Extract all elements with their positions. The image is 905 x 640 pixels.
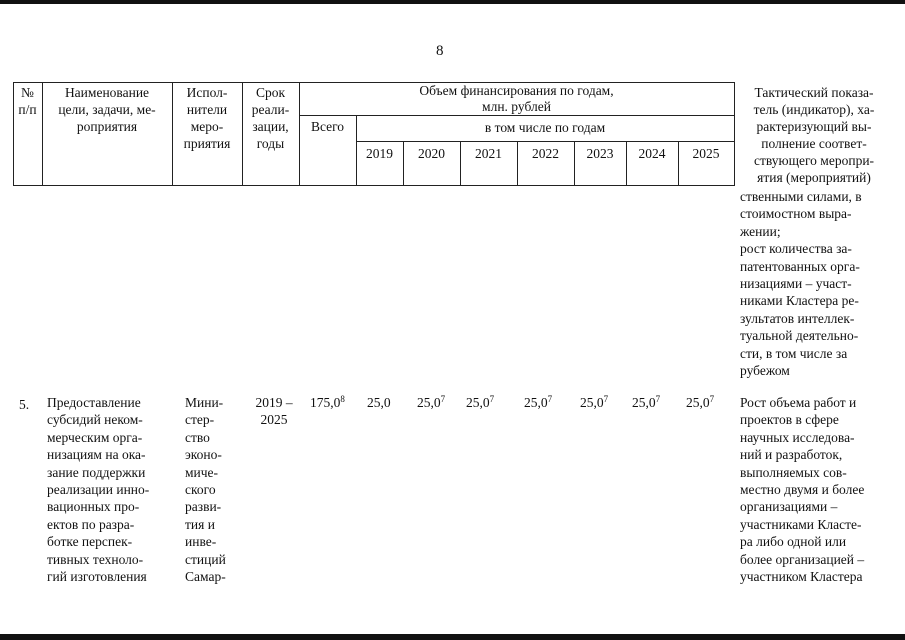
row5-2020-value: 25,0 — [417, 395, 441, 410]
row5-2024-note: 7 — [655, 394, 661, 404]
row5-2025-note: 7 — [709, 394, 715, 404]
row5-2020 — [417, 394, 445, 411]
row5-total-note: 8 — [340, 394, 345, 404]
row5-2019-value: 25,0 — [367, 395, 391, 410]
header-year-2025: 2025 — [692, 146, 720, 161]
row5-2025 — [686, 394, 714, 411]
header-name: Наименование цели, задачи, ме- роприятия — [58, 85, 156, 134]
header-year-2020: 2020 — [418, 146, 445, 161]
bottom-border — [0, 634, 905, 640]
indicator-continuation: ственными силами, в стоимостном выра- жении; рост количества за- патентованных орга- низациями – участ- никами Кластера ре- зультатов интеллек- туальной деятельно- сти, в том числе за рубежом — [740, 189, 862, 379]
row5-2021-value: 25,0 — [466, 395, 490, 410]
header-indicator: Тактический показа- тель (индикатор), ха- рактеризующий вы- полнение соответ- ствующего меропри- ятия (мероприятий) — [753, 85, 875, 185]
row5-indicator: Рост объема работ и проектов в сфере научных исследова- ний и разработок, выполняемых сов- местно двумя и более организациями – участниками Класте- ра либо одной или более организацией – участником Кластера — [740, 395, 865, 585]
page-number: 8 — [436, 43, 444, 59]
header-year-2023: 2023 — [586, 146, 614, 161]
row5-2021-note: 7 — [489, 394, 495, 404]
header-no: № п/п — [18, 85, 37, 117]
row5-total — [310, 394, 345, 411]
row5-2024-value: 25,0 — [632, 395, 656, 410]
row5-2023-note: 7 — [603, 394, 609, 404]
row5-2022 — [524, 394, 552, 411]
row5-2021 — [466, 394, 494, 411]
row5-total-value: 175,0 — [310, 395, 341, 410]
row5-executor: Мини- стер- ство эконо- миче- ского разви- тия и инве- стиций Самар- — [185, 395, 226, 585]
header-year-2021: 2021 — [475, 146, 502, 161]
row5-2025-value: 25,0 — [686, 395, 710, 410]
header-executor: Испол- нители меро- приятия — [183, 85, 231, 151]
top-border — [0, 0, 905, 4]
row5-term: 2019 – 2025 — [255, 395, 293, 428]
col-border-12 — [734, 82, 735, 186]
header-term: Срок реали- зации, годы — [251, 85, 290, 151]
header-year-2024: 2024 — [638, 146, 666, 161]
row5-2024 — [632, 394, 660, 411]
funding-header-line — [299, 115, 734, 116]
row5-name: Предоставление субсидий неком- мерческим орга- низациям на ока- зание поддержки реализации инно- вационных про- ектов по разра- ботке перспек- тивных техноло- гий изготовления — [47, 395, 150, 585]
row5-2023 — [580, 394, 608, 411]
row5-2019 — [367, 394, 391, 411]
header-funding: Объем финансирования по годам, млн. рублей — [419, 83, 614, 114]
header-by-year: в том числе по годам — [484, 120, 606, 135]
header-year-2022: 2022 — [532, 146, 559, 161]
row5-number: 5. — [19, 397, 30, 412]
row5-2020-note: 7 — [440, 394, 446, 404]
header-total: Всего — [310, 119, 345, 134]
row5-2022-value: 25,0 — [524, 395, 548, 410]
row5-2022-note: 7 — [547, 394, 553, 404]
row5-2023-value: 25,0 — [580, 395, 604, 410]
header-year-2019: 2019 — [366, 146, 393, 161]
